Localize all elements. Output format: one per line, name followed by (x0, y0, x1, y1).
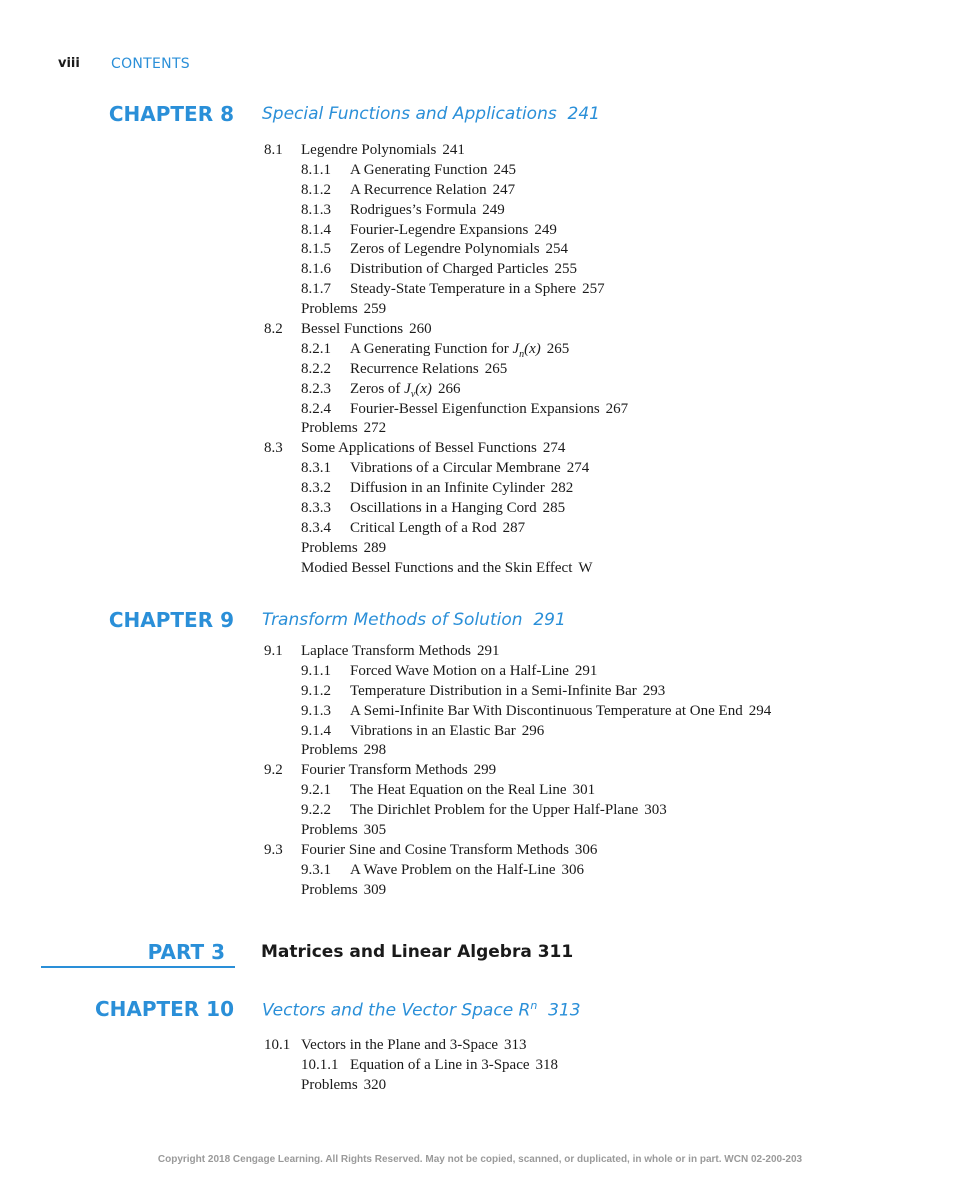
section-title: Zeros of (350, 380, 401, 397)
entry-text (350, 519, 525, 539)
toc-entry (0, 280, 960, 300)
math-expression: $J_\nu(x)$ (404, 380, 432, 400)
section-number: 8.1.5 (301, 241, 331, 258)
entry-text (350, 499, 565, 519)
toc-entry-problems (0, 1076, 960, 1096)
toc-entry (0, 240, 960, 260)
page-reference: 306 (574, 841, 598, 858)
section-title: The Heat Equation on the Real Line (350, 782, 567, 799)
toc-entry (0, 861, 960, 881)
toc-entry (0, 642, 960, 662)
toc-entry (0, 702, 960, 722)
entry-text (350, 161, 516, 181)
chapter-8-toc (0, 141, 960, 579)
page-reference: 267 (605, 400, 629, 417)
math-expression: $J_n(x)$ (512, 340, 541, 360)
page-reference: 285 (542, 500, 566, 517)
toc-entry-problems (0, 741, 960, 761)
page-reference: 272 (363, 420, 387, 437)
toc-entry (0, 722, 960, 742)
section-number: 8.1.7 (301, 281, 331, 298)
chapter-9-toc (0, 642, 960, 901)
page-reference: 299 (473, 762, 497, 779)
toc-entry (0, 201, 960, 221)
toc-entry-problems (0, 539, 960, 559)
page-reference: 260 (409, 321, 432, 338)
page-reference: W (578, 559, 593, 576)
section-number: 9.1.3 (301, 702, 331, 719)
section-number: 8.2.2 (301, 360, 331, 377)
section-number: 9.2.2 (301, 802, 331, 819)
page-reference: 249 (534, 221, 557, 238)
page-reference: 313 (504, 1037, 527, 1053)
part-label: PART 3 (147, 940, 225, 964)
entry-text (350, 801, 667, 821)
toc-entry-problems (0, 881, 960, 901)
toc-entry (0, 380, 960, 400)
section-number: 9.1 (264, 643, 283, 659)
entry-text (301, 300, 386, 320)
chapter-8-heading (0, 102, 960, 132)
section-number: 9.3.1 (301, 861, 331, 878)
running-header (58, 56, 190, 72)
section-title: Distribution of Charged Particles (350, 261, 549, 278)
section-number: 9.3 (264, 841, 283, 858)
section-number: 9.1.1 (301, 662, 331, 679)
section-title: Some Applications of Bessel Functions (301, 440, 537, 457)
entry-text (350, 181, 515, 201)
page-reference: 291 (476, 643, 500, 659)
section-title: Oscillations in a Hanging Cord (350, 500, 537, 517)
section-title: Laplace Transform Methods (301, 643, 471, 659)
toc-entry (0, 499, 960, 519)
page-reference: 255 (554, 261, 577, 278)
entry-text (301, 439, 565, 459)
section-number: 8.3.3 (301, 500, 331, 517)
section-title: Bessel Functions (301, 321, 404, 338)
toc-entry (0, 459, 960, 479)
entry-text (301, 419, 386, 439)
section-number: 8.2.4 (301, 400, 331, 417)
section-number: 8.3 (264, 440, 283, 457)
section-title: A Wave Problem on the Half-Line (350, 861, 556, 878)
page-reference: 291 (574, 662, 598, 679)
page-reference: 266 (437, 380, 461, 397)
section-number: 8.1 (264, 142, 283, 158)
entry-text (301, 642, 499, 662)
part-title: Matrices and Linear Algebra 311 (261, 942, 574, 962)
entry-text (301, 881, 386, 901)
page-reference: 294 (748, 702, 772, 719)
toc-entry (0, 141, 960, 161)
section-title: Problems (301, 742, 358, 759)
section-title: Diffusion in an Infinite Cylinder (350, 480, 545, 497)
section-title: Modied Bessel Functions and the Skin Effect (301, 559, 573, 576)
entry-text (350, 221, 557, 241)
entry-text (301, 821, 386, 841)
page-reference: 298 (363, 742, 387, 759)
section-number: 8.3.1 (301, 460, 331, 477)
section-title: Problems (301, 301, 358, 318)
toc-entry (0, 781, 960, 801)
section-title: Temperature Distribution in a Semi-Infinite Bar (350, 682, 637, 699)
chapter-label: CHAPTER 10 (94, 997, 234, 1021)
chapter-9-heading (0, 608, 960, 638)
page-reference: 249 (482, 201, 505, 218)
section-number: 8.1.4 (301, 221, 331, 238)
entry-text (301, 559, 593, 579)
page-reference: 257 (582, 281, 605, 298)
toc-entry (0, 181, 960, 201)
entry-text (350, 662, 597, 682)
section-title: A Generating Function for (350, 340, 509, 357)
toc-entry-problems (0, 821, 960, 841)
chapter-title: Vectors and the Vector Space $R^n$ 313 (262, 999, 581, 1021)
entry-text (301, 1036, 527, 1056)
page-reference: 303 (644, 802, 667, 819)
toc-entry (0, 221, 960, 241)
section-title: Vibrations of a Circular Membrane (350, 460, 561, 477)
page-reference: 287 (502, 519, 526, 536)
page-reference: 282 (550, 480, 574, 497)
entry-text (350, 360, 507, 380)
section-number: 10.1.1 (301, 1056, 339, 1073)
section-title: A Recurrence Relation (350, 181, 487, 198)
section-title: Problems (301, 822, 358, 839)
entry-text (350, 861, 584, 881)
section-number: 8.1.6 (301, 261, 331, 278)
page-reference: 301 (572, 782, 596, 799)
toc-entry (0, 841, 960, 861)
entry-text (301, 539, 386, 559)
page-reference: 245 (493, 161, 516, 178)
section-number: 8.2.3 (301, 380, 331, 397)
entry-text (350, 201, 505, 221)
toc-entry (0, 662, 960, 682)
page-reference: 289 (363, 539, 387, 556)
page-reference: 241 (442, 142, 465, 158)
entry-text (350, 240, 568, 260)
toc-entry (0, 479, 960, 499)
entry-text (350, 479, 573, 499)
toc-entry (0, 439, 960, 459)
entry-text (350, 459, 589, 479)
toc-entry (0, 519, 960, 539)
entry-text (350, 702, 771, 722)
section-title: Vibrations in an Elastic Bar (350, 722, 516, 739)
section-number: 8.1.1 (301, 161, 331, 178)
toc-entry-problems (0, 559, 960, 579)
section-title: Legendre Polynomials (301, 142, 437, 158)
page-reference: 296 (521, 722, 545, 739)
section-number: 8.2.1 (301, 340, 331, 357)
entry-text (350, 400, 628, 420)
section-title: Problems (301, 420, 358, 437)
running-title: CONTENTS (111, 56, 190, 72)
page-reference: 254 (545, 241, 569, 258)
entry-text (350, 260, 577, 280)
page-reference: 259 (363, 301, 387, 318)
part-3-heading (0, 940, 960, 970)
section-title: Vectors in the Plane and 3-Space (301, 1037, 499, 1053)
section-number: 8.3.4 (301, 519, 331, 536)
toc-entry (0, 761, 960, 781)
page-reference: 274 (566, 460, 590, 477)
entry-text (350, 1056, 558, 1076)
entry-text (301, 841, 597, 861)
page-number: viii (58, 56, 80, 71)
section-title: Recurrence Relations (350, 360, 479, 377)
section-title: Forced Wave Motion on a Half-Line (350, 662, 569, 679)
section-title: Steady-State Temperature in a Sphere (350, 281, 577, 298)
page-reference: 265 (546, 340, 570, 357)
section-title: A Generating Function (350, 161, 488, 178)
section-title: A Semi-Infinite Bar With Discontinuous Temperature at One End (350, 702, 743, 719)
section-number: 9.2.1 (301, 782, 331, 799)
page-reference: 293 (642, 682, 666, 699)
toc-entry-problems (0, 300, 960, 320)
page-reference: 265 (484, 360, 508, 377)
section-title: Zeros of Legendre Polynomials (350, 241, 540, 258)
page-reference: 305 (363, 822, 387, 839)
page-reference: 247 (492, 181, 516, 198)
entry-text (301, 1076, 386, 1096)
toc-entry (0, 682, 960, 702)
toc-entry (0, 340, 960, 360)
section-title: Fourier-Bessel Eigenfunction Expansions (350, 400, 600, 417)
page-reference: 318 (535, 1056, 559, 1073)
section-title: Equation of a Line in 3-Space (350, 1056, 530, 1073)
toc-entry (0, 260, 960, 280)
toc-entry-problems (0, 419, 960, 439)
section-title: Problems (301, 539, 358, 556)
section-number: 8.3.2 (301, 480, 331, 497)
section-title: Problems (301, 1076, 358, 1093)
entry-text (301, 741, 386, 761)
part-rule (41, 966, 235, 968)
section-title: The Dirichlet Problem for the Upper Half-Plane (350, 802, 639, 819)
entry-text (350, 682, 665, 702)
entry-text (350, 280, 605, 300)
toc-entry (0, 320, 960, 340)
entry-text (301, 320, 432, 340)
chapter-label: CHAPTER 8 (108, 102, 234, 126)
page-reference: 274 (542, 440, 566, 457)
entry-text (301, 761, 496, 781)
section-title: Fourier Transform Methods (301, 762, 468, 779)
entry-text (350, 781, 595, 801)
section-number: 8.1.2 (301, 181, 331, 198)
chapter-10-heading (0, 997, 960, 1027)
chapter-title: Transform Methods of Solution 291 (262, 610, 566, 630)
section-title: Fourier-Legendre Expansions (350, 221, 529, 238)
page-reference: 309 (363, 881, 387, 898)
chapter-10-toc (0, 1036, 960, 1096)
copyright-notice: Copyright 2018 Cengage Learning. All Rights Reserved. May not be copied, scanned, or duplicated, in whole or in part. WCN 02-200-203 (157, 1154, 803, 1165)
entry-text (301, 141, 465, 161)
section-title: Critical Length of a Rod (350, 519, 497, 536)
toc-entry (0, 1056, 960, 1076)
toc-entry (0, 161, 960, 181)
toc-entry (0, 360, 960, 380)
toc-entry (0, 400, 960, 420)
chapter-label: CHAPTER 9 (108, 608, 234, 632)
section-number: 8.2 (264, 321, 283, 338)
chapter-title: Special Functions and Applications 241 (262, 104, 600, 124)
section-title: Rodrigues’s Formula (350, 201, 477, 218)
toc-entry (0, 801, 960, 821)
section-number: 9.1.4 (301, 722, 331, 739)
section-number: 9.1.2 (301, 682, 331, 699)
page-reference: 320 (363, 1076, 387, 1093)
section-number: 8.1.3 (301, 201, 331, 218)
section-title: Fourier Sine and Cosine Transform Methods (301, 841, 569, 858)
section-number: 9.2 (264, 762, 283, 779)
toc-entry (0, 1036, 960, 1056)
page-reference: 306 (561, 861, 585, 878)
entry-text (350, 722, 544, 742)
section-number: 10.1 (264, 1037, 291, 1053)
section-title: Problems (301, 881, 358, 898)
